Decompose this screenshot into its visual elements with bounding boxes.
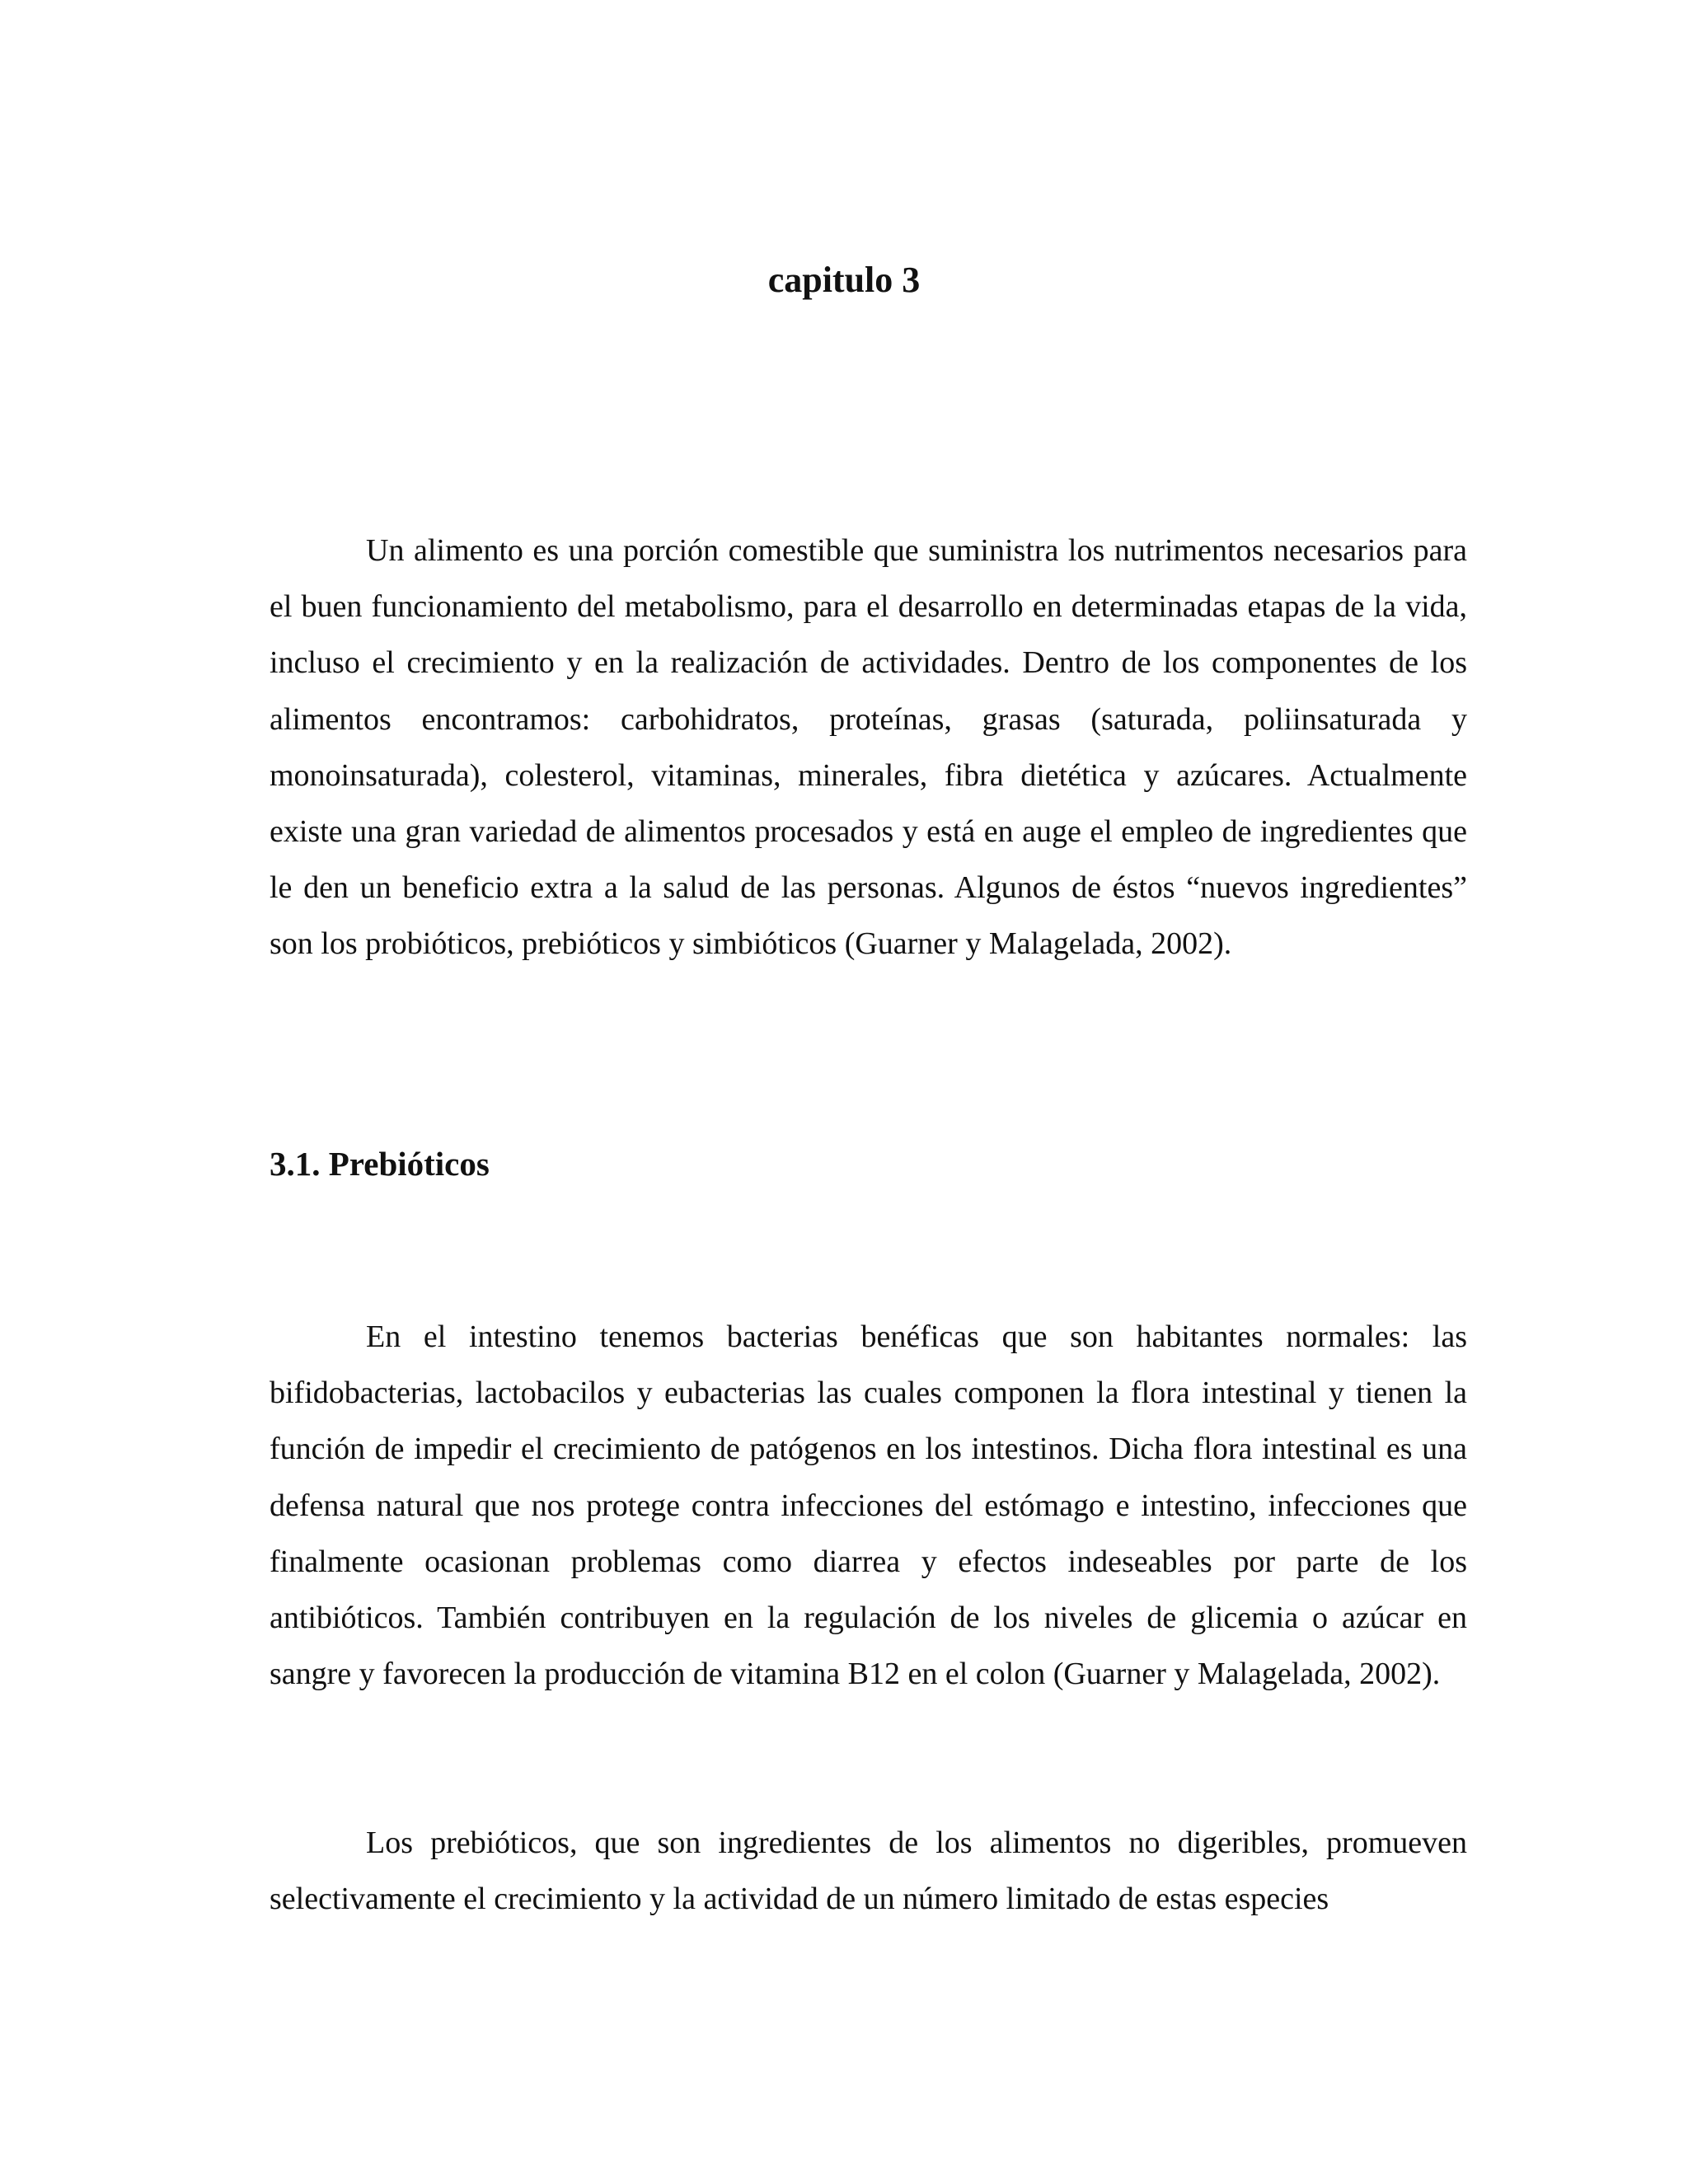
chapter-title: capitulo 3: [767, 260, 921, 300]
intro-paragraph: Un alimento es una porción comestible que suministra los nutrimentos necesarios para el buen funcionamiento del metabolismo, para el desarrollo en determinadas etapas de la vida, incluso el crecimiento y en la realización de actividades. Dentro de los componentes de los alimentos encontramos: carbohidratos, proteínas, grasas (saturada, poliinsaturada y monoinsaturada), colesterol, vitaminas, minerales, fibra dietética y azúcares. Actualmente existe una gran variedad de alimentos procesados y está en auge el empleo de ingredientes que le den un beneficio extra a la salud de las personas. Algunos de éstos “nuevos ingredientes” son los probióticos, prebióticos y simbióticos (Guarner y Malagelada, 2002).: [270, 533, 1467, 962]
section-paragraph-2: Los prebióticos, que son ingredientes de los alimentos no digeribles, promueven selectivamente el crecimiento y la actividad de un número limitado de estas especies: [270, 1825, 1467, 1917]
section-paragraph-1: En el intestino tenemos bacterias benéficas que son habitantes normales: las bifidobacterias, lactobacilos y eubacterias las cuales componen la flora intestinal y tienen la función de impedir el crecimiento de patógenos en los intestinos. Dicha flora intestinal es una defensa natural que nos protege contra infecciones del estómago e intestino, infecciones que finalmente ocasionan problemas como diarrea y efectos indeseables por parte de los antibióticos. También contribuyen en la regulación de los niveles de glicemia o azúcar en sangre y favorecen la producción de vitamina B12 en el colon (Guarner y Malagelada, 2002).: [270, 1319, 1467, 1692]
section-heading: 3.1. Prebióticos: [270, 1145, 490, 1183]
